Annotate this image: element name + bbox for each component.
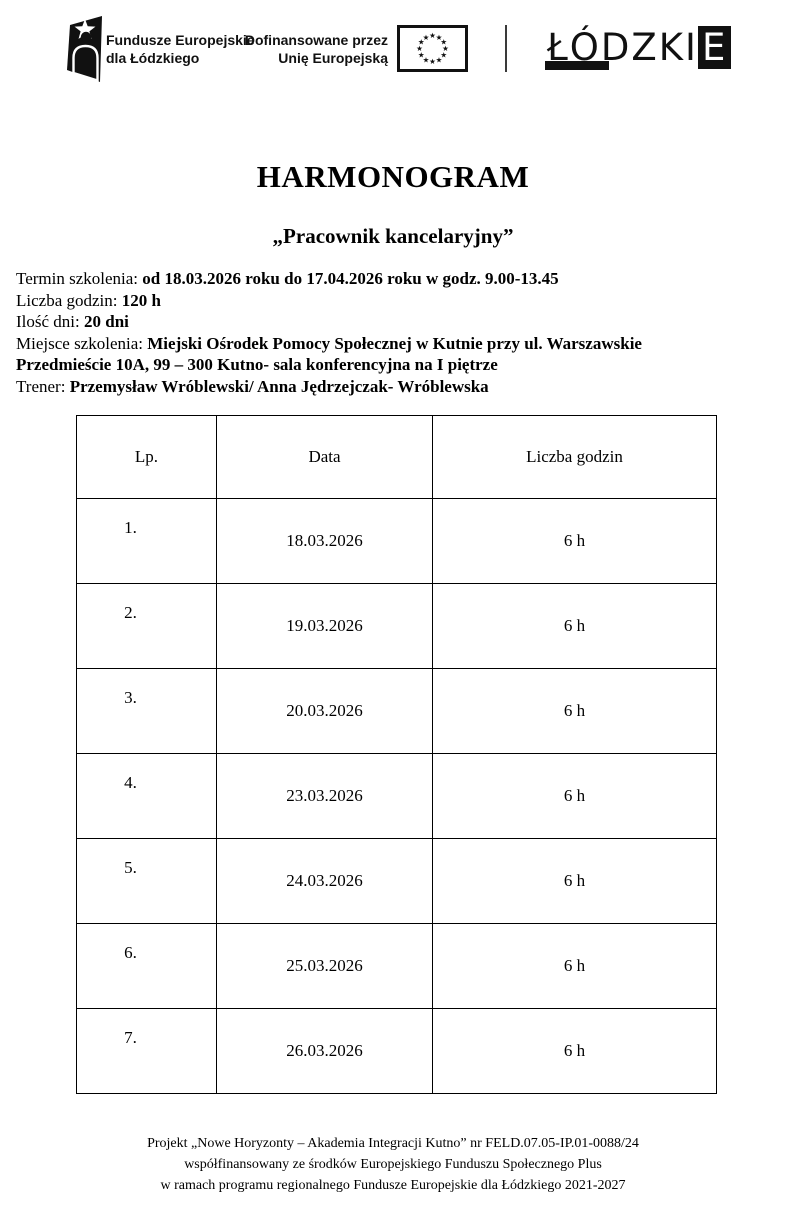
row-hours-cell: 6 h	[433, 924, 717, 1009]
footer-line-2: współfinansowany ze środków Europejskiego Funduszu Społecznego Plus	[184, 1157, 602, 1172]
detail-termin-value: od 18.03.2026 roku do 17.04.2026 roku w godz. 9.00-13.45	[138, 269, 559, 288]
detail-termin	[16, 268, 772, 290]
row-date-cell: 18.03.2026	[217, 499, 433, 584]
header-cell-hours: Liczba godzin	[433, 416, 717, 499]
lodzkie-logo-text: ŁÓDZKI	[547, 26, 698, 69]
table-header-row	[77, 416, 717, 499]
header-cell-date: Data	[217, 416, 433, 499]
row-hours-cell: 6 h	[433, 669, 717, 754]
fundusze-logo-line1: Fundusze Europejskie	[106, 32, 255, 48]
row-number-cell: 1.	[77, 499, 217, 584]
row-number-cell: 5.	[77, 839, 217, 924]
row-hours-cell: 6 h	[433, 1009, 717, 1094]
row-number-cell: 3.	[77, 669, 217, 754]
detail-trener-label: Trener:	[16, 376, 66, 396]
detail-miejsce-value-line1: Miejski Ośrodek Pomocy Społecznej w Kutnie przy ul. Warszawskie	[143, 333, 642, 353]
detail-ilosc-dni-label: Ilość dni:	[16, 312, 80, 331]
training-details	[0, 268, 786, 397]
row-hours-cell: 6 h	[433, 584, 717, 669]
svg-text:★: ★	[440, 37, 448, 47]
row-number-cell: 2.	[77, 584, 217, 669]
footer-line-3: w ramach programu regionalnego Fundusze Europejskie dla Łódzkiego 2021-2027	[160, 1178, 626, 1193]
svg-text:★: ★	[440, 50, 448, 60]
page-title: HARMONOGRAM	[256, 159, 530, 194]
row-hours-cell: 6 h	[433, 839, 717, 924]
detail-ilosc-dni	[16, 311, 772, 333]
table-row	[77, 499, 717, 584]
row-date-cell: 19.03.2026	[217, 584, 433, 669]
lodzkie-logo-letter-e: E	[698, 26, 731, 69]
detail-termin-label: Termin szkolenia:	[16, 269, 139, 288]
detail-liczba-godzin	[16, 290, 772, 312]
dofinansowane-line1: Dofinansowane przez	[244, 32, 388, 48]
header-logos	[0, 0, 786, 100]
table-row	[77, 924, 717, 1009]
svg-text:★: ★	[417, 37, 425, 47]
row-hours-cell: 6 h	[433, 754, 717, 839]
svg-text:★: ★	[416, 44, 423, 54]
footer-line-1: Projekt „Nowe Horyzonty – Akademia Integracji Kutno” nr FELD.07.05-IP.01-0088/24	[147, 1136, 639, 1151]
table-row	[77, 584, 717, 669]
schedule-table	[76, 415, 717, 1094]
eu-funds-flag-icon	[60, 10, 106, 84]
row-number-cell: 6.	[77, 924, 217, 1009]
detail-miejsce	[16, 333, 772, 376]
detail-liczba-godzin-label: Liczba godzin:	[16, 290, 118, 310]
eu-flag-icon	[397, 25, 468, 72]
row-date-cell: 26.03.2026	[217, 1009, 433, 1094]
detail-trener	[16, 376, 772, 398]
svg-text:★: ★	[422, 55, 430, 65]
fundusze-logo-line2: dla Łódzkiego	[106, 50, 200, 66]
table-row	[77, 1009, 717, 1094]
svg-text:★: ★	[435, 55, 443, 65]
svg-text:★: ★	[435, 32, 443, 42]
header-cell-lp: Lp.	[77, 416, 217, 499]
detail-liczba-godzin-value: 120 h	[117, 290, 161, 310]
fundusze-europejskie-logo-text	[106, 31, 255, 67]
row-date-cell: 25.03.2026	[217, 924, 433, 1009]
detail-miejsce-label: Miejsce szkolenia:	[16, 333, 143, 353]
svg-text:★: ★	[429, 57, 436, 67]
dofinansowane-line2: Unię Europejską	[278, 50, 388, 66]
lodzkie-logo	[547, 24, 731, 72]
row-number-cell: 4.	[77, 754, 217, 839]
svg-text:★: ★	[429, 31, 436, 41]
row-number-cell: 7.	[77, 1009, 217, 1094]
dofinansowane-text	[245, 31, 388, 67]
page-subtitle: „Pracownik kancelaryjny”	[272, 224, 514, 248]
detail-miejsce-value-line2: Przedmieście 10A, 99 – 300 Kutno- sala konferencyjna na I piętrze	[16, 355, 498, 374]
svg-text:★: ★	[422, 32, 430, 42]
detail-trener-value: Przemysław Wróblewski/ Anna Jędrzejczak- Wróblewska	[65, 376, 489, 396]
logo-divider	[505, 25, 507, 72]
table-row	[77, 839, 717, 924]
table-row	[77, 754, 717, 839]
table-row	[77, 669, 717, 754]
row-hours-cell: 6 h	[433, 499, 717, 584]
row-date-cell: 24.03.2026	[217, 839, 433, 924]
row-date-cell: 23.03.2026	[217, 754, 433, 839]
detail-ilosc-dni-value: 20 dni	[79, 312, 129, 331]
row-date-cell: 20.03.2026	[217, 669, 433, 754]
svg-text:★: ★	[442, 44, 449, 54]
footer-note	[0, 1133, 786, 1196]
svg-text:★: ★	[417, 50, 425, 60]
